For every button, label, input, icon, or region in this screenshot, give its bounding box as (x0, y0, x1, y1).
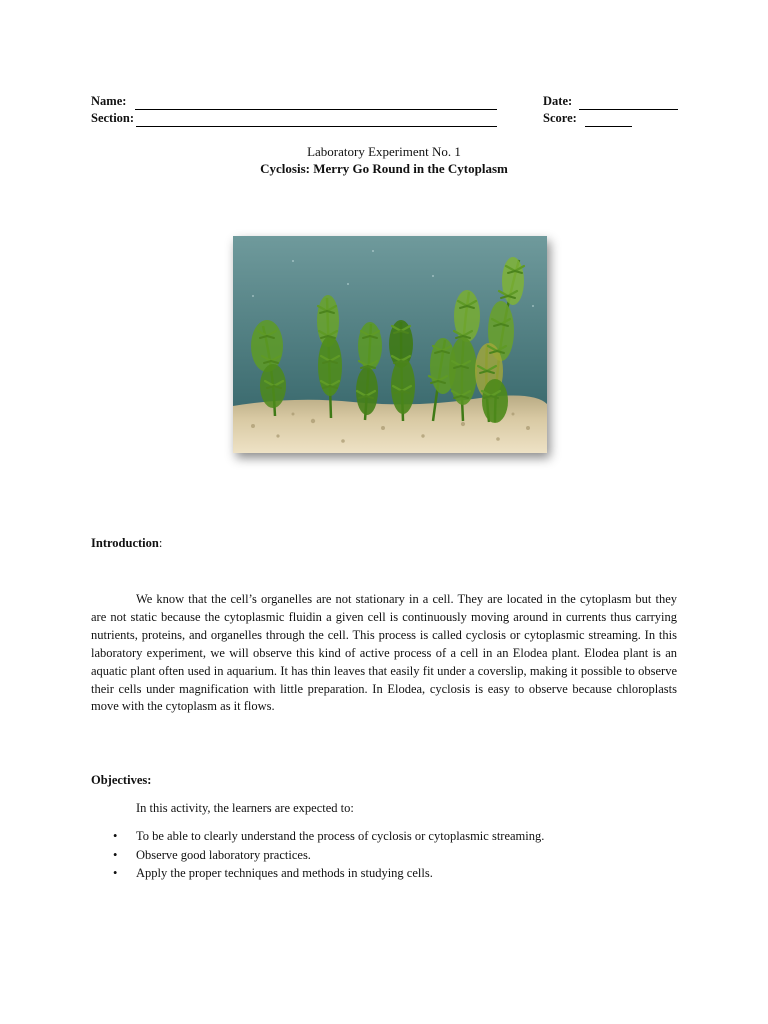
score-label: Score: (543, 111, 577, 125)
introduction-heading (91, 536, 162, 551)
objective-text: Observe good laboratory practices. (136, 847, 311, 862)
name-field-row (91, 94, 681, 112)
elodea-photo (233, 236, 547, 453)
objective-text: To be able to clearly understand the process of cyclosis or cytoplasmic streaming. (136, 829, 545, 843)
list-item (91, 848, 544, 867)
section-label: Section: (91, 111, 135, 125)
introduction-paragraph: We know that the cell’s organelles are not stationary in a cell. They are located in the cytoplasm but they are not static because the cytoplasmic fluidin a given cell is continuously moving around in currents thus carrying nutrients, proteins, and organelles through the cell. This process is called cyclosis or cytoplasmic streaming. In this laboratory experiment, we will observe this kind of active process of a cell in an Elodea plant. Elodea plant is an aquatic plant often used in aquarium. It has thin leaves that easily fit under a coverslip, making it possible to observe their cells under magnification with little preparation. In Elodea, cyclosis is easy to observe because chloroplasts move with the cytoplasm as it flows. (91, 592, 677, 714)
experiment-number: Laboratory Experiment No. 1 (307, 144, 461, 159)
bullet-icon: • (113, 866, 118, 880)
bullet-icon: • (113, 847, 118, 862)
date-line (579, 109, 678, 110)
bullet-icon: • (113, 829, 118, 843)
introduction-heading-colon: : (158, 536, 163, 550)
objectives-heading: Objectives: (91, 773, 152, 787)
section-field-row (91, 111, 681, 129)
objectives-lead: In this activity, the learners are expected to: (136, 801, 354, 815)
introduction-heading-text: Introduction (91, 536, 159, 550)
objective-text: Apply the proper techniques and methods in studying cells. (136, 866, 433, 880)
list-item (91, 829, 544, 848)
name-line (135, 109, 497, 110)
name-label: Name: (91, 94, 127, 108)
score-line (585, 126, 632, 127)
page-title: Cyclosis: Merry Go Round in the Cytoplasm (260, 161, 508, 176)
list-item (91, 866, 544, 885)
objectives-list (91, 829, 544, 885)
date-label: Date: (543, 94, 573, 108)
section-line (136, 126, 497, 127)
